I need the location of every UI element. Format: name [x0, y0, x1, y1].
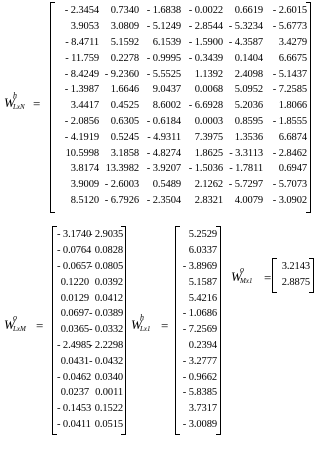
matrix-wln-cell: - 4.9311 — [147, 131, 181, 143]
matrix-wln-cell: 5.1592 — [110, 36, 139, 48]
matrix-wln-cell: - 4.8274 — [146, 147, 181, 159]
matrix-wln-cell: - 4.1919 — [64, 131, 99, 143]
matrix-wln-cell: - 0.6184 — [146, 115, 181, 127]
matrix-wln-cell: 3.0809 — [110, 21, 139, 33]
matrix-wl1-cell: - 3.0089 — [182, 418, 217, 430]
matrix-wlm-cell: - 2.2298 — [89, 339, 124, 351]
label-wl1-sup: h — [140, 313, 144, 322]
matrix-wl1-cell: 0.2394 — [188, 339, 217, 351]
matrix-wln-cell: 2.1262 — [194, 179, 223, 191]
matrix-wln-cell: 7.3975 — [194, 131, 223, 143]
matrix-wln-cell: 3.9009 — [70, 179, 99, 191]
matrix-wln-cell: 3.4417 — [70, 100, 99, 112]
matrix-wln-cell: 6.6675 — [278, 52, 307, 64]
matrix-wln-cell: - 0.0022 — [188, 5, 223, 17]
matrix-wln-row — [51, 177, 310, 193]
matrix-wlm-row — [53, 259, 125, 275]
matrix-wln-row — [51, 66, 310, 82]
matrix-wln-cell: - 6.7926 — [104, 194, 139, 206]
matrix-wl1-cell: 5.1587 — [188, 276, 217, 288]
matrix-wlm-cell: - 0.0332 — [89, 324, 124, 336]
matrix-wln-cell: 0.5245 — [110, 131, 139, 143]
matrix-wl1-row — [176, 338, 220, 354]
matrix-wm1-cell: 2.8875 — [281, 277, 310, 289]
matrix-wlm-cell: 0.0129 — [60, 292, 89, 304]
label-wlm-sup: o — [13, 313, 17, 322]
matrix-wln-cell: - 1.6838 — [146, 5, 181, 17]
matrix-wln-cell: 3.8174 — [70, 163, 99, 175]
matrix-wlm-row — [53, 369, 125, 385]
matrix-wln-cell: 8.5120 — [70, 194, 99, 206]
matrix-wlm-cell: 0.0431 — [60, 355, 89, 367]
matrix-wln-cell: 6.6874 — [278, 131, 307, 143]
matrix-wln-cell: 2.4098 — [234, 68, 263, 80]
label-wlm-sub: LxM — [13, 325, 26, 333]
matrix-wl1-cell: 6.0337 — [188, 245, 217, 257]
matrix-wlm-row — [53, 385, 125, 401]
matrix-wln-cell: - 7.2585 — [272, 84, 307, 96]
matrix-wl1-row — [176, 385, 220, 401]
matrix-wl1-cell: - 5.8385 — [182, 387, 217, 399]
matrix-wln-cell: 0.6305 — [110, 115, 139, 127]
matrix-wl1-row — [176, 274, 220, 290]
matrix-wln-cell: - 2.6003 — [104, 179, 139, 191]
matrix-wln-cell: 10.5998 — [65, 147, 99, 159]
matrix-wlm-cell: 0.0412 — [94, 292, 123, 304]
matrix-wln-cell: - 2.3504 — [146, 194, 181, 206]
equals-sign-wm1: = — [264, 270, 272, 285]
matrix-wln-cell: 8.6002 — [152, 100, 181, 112]
matrix-wln-cell: - 5.1249 — [146, 21, 181, 33]
matrix-wln-cell: - 6.6928 — [188, 100, 223, 112]
matrix-wln-cell: 2.8321 — [194, 194, 223, 206]
matrix-wln-cell: - 1.7811 — [229, 163, 263, 175]
matrix-wln-cell: 3.9053 — [70, 21, 99, 33]
matrix-wl1-cell: 5.2529 — [188, 229, 217, 241]
matrix-wln-cell: - 1.5900 — [188, 36, 223, 48]
matrix-wln-row — [51, 35, 310, 51]
label-wm1-sub: Mx1 — [240, 277, 253, 285]
matrix-wlm-cell: - 0.1453 — [57, 403, 92, 415]
matrix-wlm-cell: 0.0011 — [95, 387, 123, 399]
matrix-wln-cell: 3.1858 — [110, 147, 139, 159]
label-wm1 — [231, 265, 272, 285]
matrix-wln-cell: - 1.5036 — [188, 163, 223, 175]
matrix-wln-cell: - 8.4249 — [64, 68, 99, 80]
matrix-wln-row — [51, 145, 310, 161]
matrix-wlm-row — [53, 322, 125, 338]
matrix-wln-cell: - 1.8555 — [272, 115, 307, 127]
equals-sign-wlm: = — [36, 318, 44, 333]
matrix-wln-row — [51, 129, 310, 145]
matrix-wln-cell: - 4.3587 — [228, 36, 263, 48]
matrix-wl1 — [175, 226, 221, 435]
matrix-wln-cell: - 9.2360 — [104, 68, 139, 80]
matrix-wm1-row — [273, 275, 313, 291]
matrix-wlm-row — [53, 353, 125, 369]
matrix-wm1 — [272, 258, 314, 293]
matrix-wln-cell: 1.8066 — [278, 100, 307, 112]
equals-sign-wln: = — [33, 96, 41, 111]
matrix-wln-cell: 1.1392 — [194, 68, 223, 80]
matrix-wl1-cell: - 7.2569 — [182, 324, 217, 336]
matrix-wln-cell: 0.5489 — [152, 179, 181, 191]
matrix-wln-cell: 0.1404 — [234, 52, 263, 64]
matrix-wln-row — [51, 98, 310, 114]
matrix-wlm-cell: - 0.0805 — [89, 260, 124, 272]
matrix-wln-row — [51, 50, 310, 66]
matrix-wln-cell: 6.1539 — [152, 36, 181, 48]
matrix-wln-cell: 1.8625 — [194, 147, 223, 159]
matrix-wln-cell: - 5.1437 — [272, 68, 307, 80]
matrix-wln-row — [51, 82, 310, 98]
matrix-wln-cell: 5.2036 — [234, 100, 263, 112]
matrix-wln-cell: - 0.3439 — [188, 52, 223, 64]
matrix-wln-cell: - 8.4711 — [65, 36, 99, 48]
matrix-wlm-cell: 0.1220 — [60, 276, 89, 288]
matrix-wlm-cell: 0.0697 — [60, 308, 89, 320]
label-wm1-sup: o — [240, 265, 244, 274]
label-wln-symbol: W — [4, 95, 15, 110]
matrix-wlm-row — [53, 417, 125, 433]
label-wln-sup: h — [13, 91, 17, 100]
label-wln — [4, 91, 41, 111]
matrix-wln-cell: 0.7340 — [110, 5, 139, 17]
matrix-wlm-cell: - 0.0432 — [89, 355, 124, 367]
matrix-wl1-row — [176, 243, 220, 259]
matrix-wl1-cell: - 1.0686 — [182, 308, 217, 320]
label-wlm-symbol: W — [4, 317, 15, 332]
matrix-wlm-row — [53, 338, 125, 354]
matrix-wm1-cell: 3.2143 — [281, 261, 310, 273]
matrix-wlm-cell: 0.0828 — [94, 245, 123, 257]
matrix-wlm-cell: - 0.0657 — [57, 260, 92, 272]
label-wlm — [4, 313, 44, 333]
matrix-wln-row — [51, 161, 310, 177]
matrix-wlm-cell: 0.0237 — [60, 387, 89, 399]
matrix-wm1-row — [273, 259, 313, 275]
matrix-wln-cell: - 3.3113 — [229, 147, 263, 159]
matrix-wln-cell: - 5.7073 — [272, 179, 307, 191]
matrix-wln-row — [51, 193, 310, 209]
matrix-wln-cell: - 2.6015 — [272, 5, 307, 17]
matrix-wl1-cell: - 3.8969 — [182, 260, 217, 272]
matrix-wl1-cell: - 0.9662 — [182, 371, 217, 383]
matrix-wlm-cell: 0.1522 — [94, 403, 123, 415]
matrix-wl1-cell: 3.7317 — [188, 403, 217, 415]
matrix-wlm-cell: 0.0515 — [94, 418, 123, 430]
matrix-wln-cell: - 1.3987 — [64, 84, 99, 96]
matrix-wl1-cell: - 3.2777 — [182, 355, 217, 367]
matrix-wln-row — [51, 3, 310, 19]
matrix-wlm-cell: - 0.0411 — [57, 418, 91, 430]
matrix-wln-cell: 0.6619 — [234, 5, 263, 17]
matrix-wln-cell: 0.2278 — [110, 52, 139, 64]
matrix-wln-cell: 1.6646 — [110, 84, 139, 96]
matrix-wlm-cell: - 0.0389 — [89, 308, 124, 320]
matrix-wln-cell: 5.0952 — [234, 84, 263, 96]
matrix-wln-cell: - 5.7297 — [228, 179, 263, 191]
matrix-wln-cell: - 2.8462 — [272, 147, 307, 159]
matrix-wlm-row — [53, 243, 125, 259]
matrix-wl1-row — [176, 322, 220, 338]
matrix-wln-cell: - 5.5525 — [146, 68, 181, 80]
label-wln-sub: LxN — [13, 103, 25, 111]
matrix-wln-cell: - 2.8544 — [188, 21, 223, 33]
matrix-wln-cell: - 3.0902 — [272, 194, 307, 206]
matrix-wl1-row — [176, 306, 220, 322]
matrix-wl1-row — [176, 290, 220, 306]
label-wl1-sub: Lx1 — [140, 325, 151, 333]
label-wm1-symbol: W — [231, 269, 242, 284]
matrix-wlm-cell: - 0.0764 — [57, 245, 92, 257]
matrix-wln-cell: 9.0437 — [152, 84, 181, 96]
matrix-wl1-row — [176, 353, 220, 369]
matrix-wlm-row — [53, 274, 125, 290]
matrix-wln-cell: 0.4525 — [110, 100, 139, 112]
matrix-wln-cell: - 2.3454 — [64, 5, 99, 17]
matrix-wlm-cell: - 0.0462 — [57, 371, 92, 383]
label-wl1 — [131, 313, 169, 333]
matrix-wlm-cell: - 2.9035 — [89, 229, 124, 241]
matrix-wln-cell: 0.0068 — [194, 84, 223, 96]
matrix-wlm-cell: - 3.1740 — [57, 229, 92, 241]
matrix-wln-cell: 1.3536 — [234, 131, 263, 143]
matrix-wln-cell: - 2.0856 — [64, 115, 99, 127]
matrix-wl1-row — [176, 401, 220, 417]
matrix-wln-cell: 3.4279 — [278, 36, 307, 48]
matrix-wlm-cell: 0.0340 — [94, 371, 123, 383]
matrix-wln-cell: - 0.9995 — [146, 52, 181, 64]
matrix-wln-cell: 13.3982 — [105, 163, 139, 175]
matrix-wlm-cell: 0.0365 — [60, 324, 89, 336]
matrix-wln-cell: 4.0079 — [234, 194, 263, 206]
matrix-wlm-row — [53, 401, 125, 417]
matrix-wln — [50, 2, 311, 213]
matrix-wln-cell: - 5.3234 — [228, 21, 263, 33]
matrix-wln-cell: - 11.759 — [65, 52, 99, 64]
matrix-wln-cell: 0.6947 — [278, 163, 307, 175]
matrix-wl1-row — [176, 369, 220, 385]
matrix-wln-cell: - 3.9207 — [146, 163, 181, 175]
matrix-wlm-row — [53, 227, 125, 243]
matrix-wlm-row — [53, 290, 125, 306]
matrix-wlm — [52, 226, 126, 435]
matrix-wl1-row — [176, 227, 220, 243]
matrix-wln-row — [51, 19, 310, 35]
matrix-wl1-cell: 5.4216 — [188, 292, 217, 304]
matrix-wlm-cell: - 2.4985 — [57, 339, 92, 351]
matrix-wln-cell: 0.0003 — [194, 115, 223, 127]
matrix-wl1-row — [176, 417, 220, 433]
matrix-wlm-row — [53, 306, 125, 322]
matrix-wln-row — [51, 114, 310, 130]
equals-sign-wl1: = — [161, 318, 169, 333]
matrix-wlm-cell: 0.0392 — [94, 276, 123, 288]
matrix-wl1-row — [176, 259, 220, 275]
matrix-wln-cell: 0.8595 — [234, 115, 263, 127]
matrix-wln-cell: - 5.6773 — [272, 21, 307, 33]
label-wl1-symbol: W — [131, 317, 142, 332]
